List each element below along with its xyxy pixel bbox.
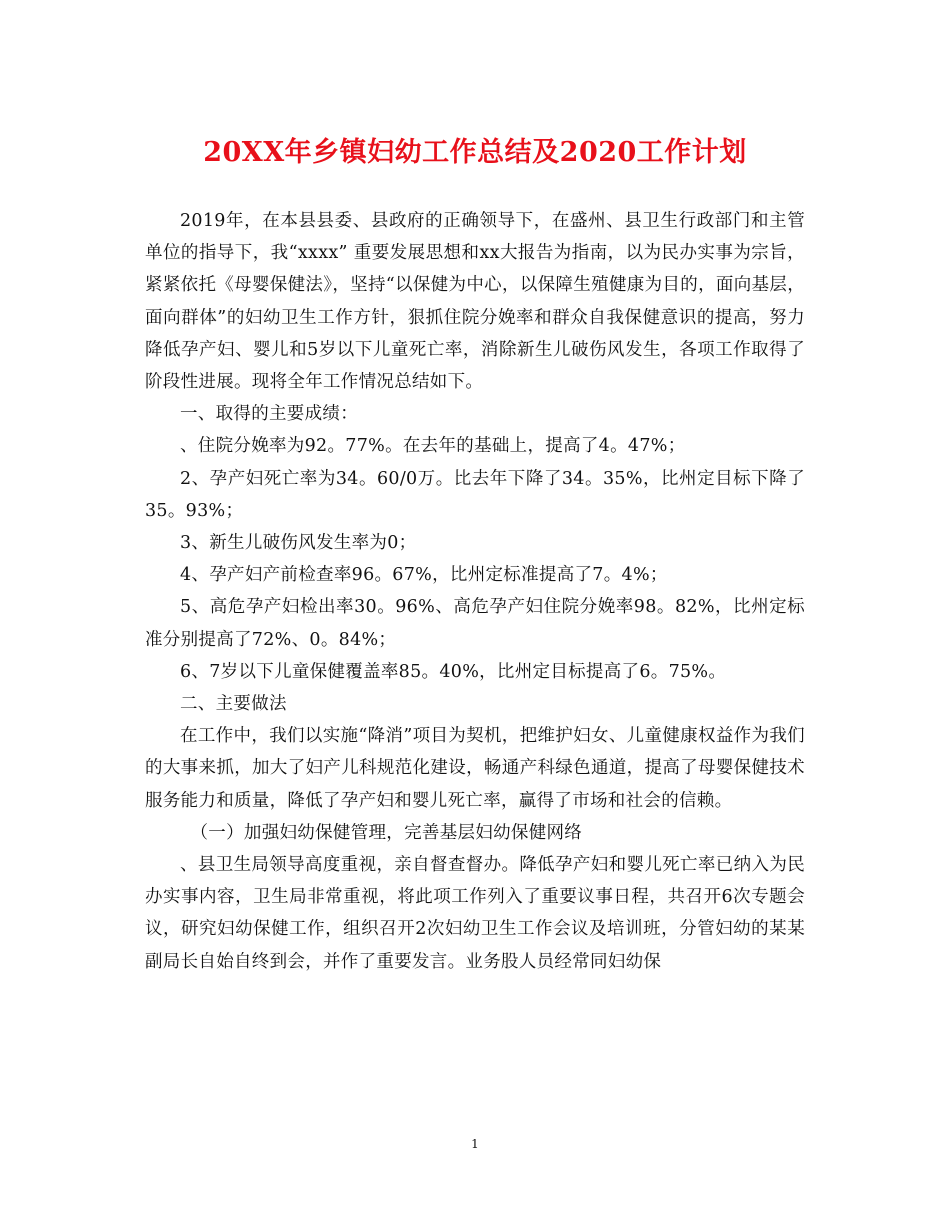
section-heading-achievements: 一、取得的主要成绩： bbox=[180, 404, 358, 425]
list-item: 6、7岁以下儿童保健覆盖率85。40%，比州定目标提高了6。75%。 bbox=[180, 661, 727, 682]
list-item: 2、孕产妇死亡率为34。60/0万。比去年下降了34。35%，比州定目标下降了35。93%； bbox=[145, 468, 805, 521]
paragraph-intro: 2019年，在本县县委、县政府的正确领导下，在盛州、县卫生行政部门和主管单位的指导下，我“xxxx” 重要发展思想和xx大报告为指南，以为民办实事为宗旨，紧紧依托《母婴保健法》，坚持“以保健为中心，以保障生殖健康为目的，面向基层，面向群体”的妇幼卫生工作方针，狠抓住院分娩率和群众自我保健意识的提高，努力降低孕产妇、婴儿和5岁以下儿童死亡率，消除新生儿破伤风发生，各项工作取得了阶段性进展。现将全年工作情况总结如下。 bbox=[145, 211, 805, 393]
list-item: 4、孕产妇产前检查率96。67%，比州定标准提高了7。4%； bbox=[180, 565, 668, 586]
section-heading-methods: 二、主要做法 bbox=[180, 694, 287, 715]
page-number: 1 bbox=[471, 1137, 479, 1151]
paragraph-methods: 在工作中，我们以实施“降消”项目为契机，把维护妇女、儿童健康权益作为我们的大事来抓，加大了妇产儿科规范化建设，畅通产科绿色通道，提高了母婴保健技术服务能力和质量，降低了孕产妇和婴儿死亡率，赢得了市场和社会的信赖。 bbox=[145, 726, 805, 811]
document-body bbox=[145, 205, 805, 978]
list-item: 5、高危孕产妇检出率30。96%、高危孕产妇住院分娩率98。82%，比州定标准分别提高了72%、0。84%； bbox=[145, 597, 805, 650]
list-item: 3、新生儿破伤风发生率为0； bbox=[180, 533, 417, 554]
list-item: 、住院分娩率为92。77%。在去年的基础上，提高了4。47%； bbox=[180, 436, 686, 457]
subsection-heading: （一）加强妇幼保健管理，完善基层妇幼保健网络 bbox=[190, 822, 583, 843]
paragraph-management: 、县卫生局领导高度重视，亲自督查督办。降低孕产妇和婴儿死亡率已纳入为民办实事内容，卫生局非常重视，将此项工作列入了重要议事日程，共召开6次专题会议，研究妇幼保健工作，组织召开2次妇幼卫生工作会议及培训班，分管妇幼的某某副局长自始自终到会，并作了重要发言。业务股人员经常同妇幼保 bbox=[145, 855, 805, 972]
document-title: 20XX年乡镇妇幼工作总结及2020工作计划 bbox=[203, 137, 747, 168]
